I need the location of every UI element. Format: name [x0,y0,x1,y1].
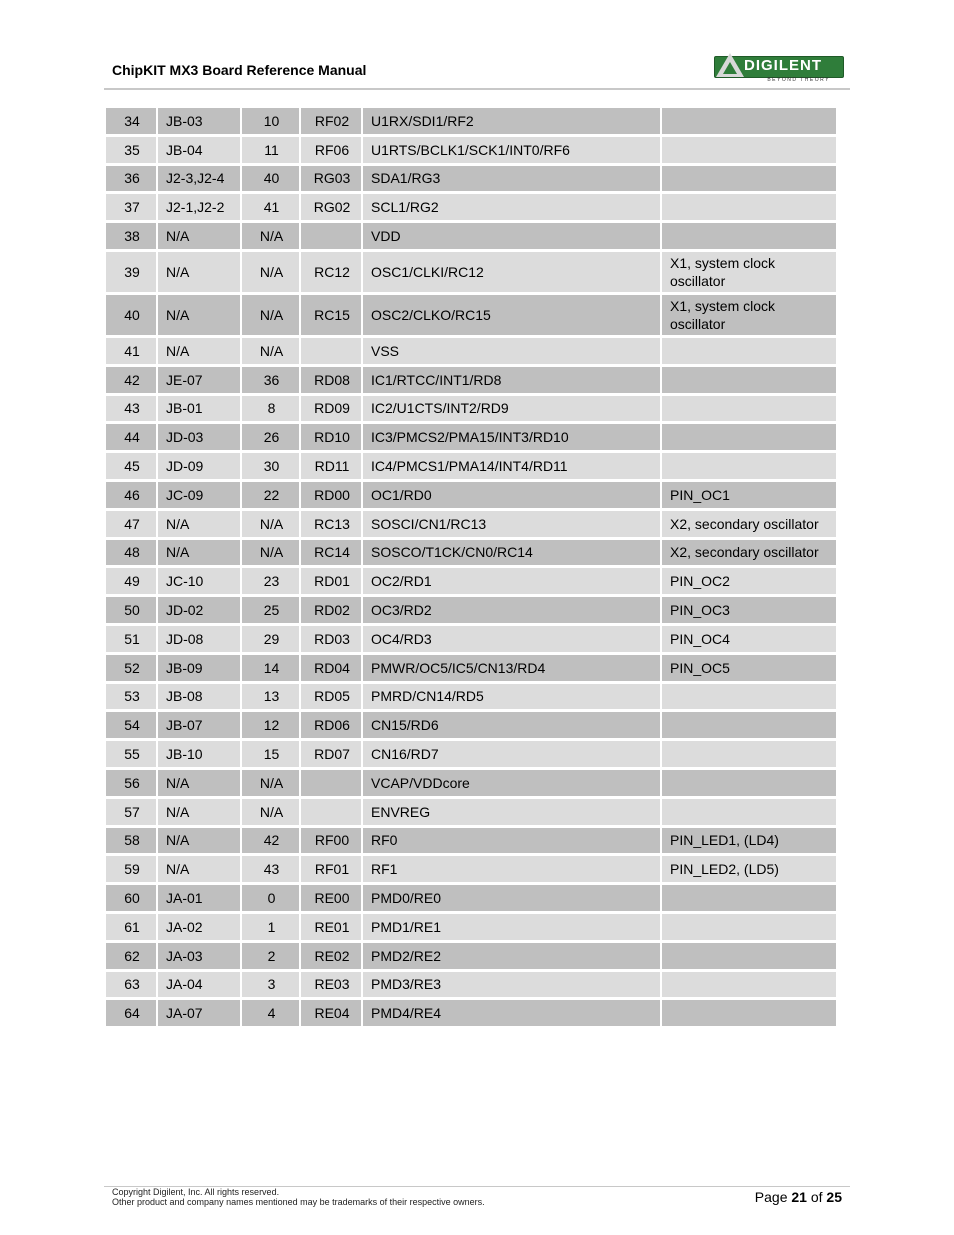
pin-number-cell: 43 [106,396,156,425]
table-row [106,166,836,195]
connector-cell: JB-07 [158,712,240,741]
table-row [106,1000,836,1029]
port-bit-cell: RD10 [301,424,361,453]
notes-cell [662,453,836,482]
connector-cell: JA-04 [158,972,240,1001]
port-bit-cell [301,799,361,828]
logo-tagline: BEYOND THEORY [767,77,830,83]
pin-number-cell: 34 [106,108,156,137]
notes-cell: PIN_OC5 [662,655,836,684]
notes-cell [662,684,836,713]
notes-cell [662,943,836,972]
connector-cell: JD-03 [158,424,240,453]
port-bit-cell: RE02 [301,943,361,972]
pin-number-cell: 50 [106,597,156,626]
table-row [106,885,836,914]
port-bit-cell [301,338,361,367]
connector-cell: JB-01 [158,396,240,425]
connector-cell: JD-02 [158,597,240,626]
notes-cell: PIN_LED1, (LD4) [662,828,836,857]
chipkit-pin-cell: 12 [242,712,299,741]
connector-cell: JD-09 [158,453,240,482]
signal-name-cell: IC4/PMCS1/PMA14/INT4/RD11 [363,453,660,482]
table-row [106,540,836,569]
page-header [104,52,850,90]
connector-cell: JC-10 [158,568,240,597]
signal-name-cell: OC2/RD1 [363,568,660,597]
chipkit-pin-cell: N/A [242,223,299,252]
table-row [106,684,836,713]
port-bit-cell: RC15 [301,295,361,338]
page-prefix: Page [754,1189,788,1205]
table-row [106,597,836,626]
notes-cell [662,972,836,1001]
port-bit-cell: RE00 [301,885,361,914]
chipkit-pin-cell: 25 [242,597,299,626]
table-row [106,568,836,597]
page-number [755,1189,842,1205]
connector-cell: J2-1,J2-2 [158,194,240,223]
table-row [106,828,836,857]
signal-name-cell: U1RX/SDI1/RF2 [363,108,660,137]
port-bit-cell: RD03 [301,626,361,655]
chipkit-pin-cell: 26 [242,424,299,453]
notes-cell [662,712,836,741]
chipkit-pin-cell: N/A [242,252,299,295]
notes-cell [662,166,836,195]
table-row [106,655,836,684]
pin-number-cell: 53 [106,684,156,713]
port-bit-cell: RE01 [301,914,361,943]
notes-cell: PIN_OC3 [662,597,836,626]
connector-cell: JB-09 [158,655,240,684]
pin-number-cell: 41 [106,338,156,367]
notes-cell [662,194,836,223]
chipkit-pin-cell: 30 [242,453,299,482]
chipkit-pin-cell: N/A [242,511,299,540]
signal-name-cell: SCL1/RG2 [363,194,660,223]
port-bit-cell: RC12 [301,252,361,295]
signal-name-cell: SDA1/RG3 [363,166,660,195]
pin-number-cell: 58 [106,828,156,857]
notes-cell: X2, secondary oscillator [662,511,836,540]
signal-name-cell: PMWR/OC5/IC5/CN13/RD4 [363,655,660,684]
connector-cell: JA-07 [158,1000,240,1029]
connector-cell: JE-07 [158,367,240,396]
page-of: of [810,1189,823,1205]
logo-wordmark: DIGILENT [744,57,822,74]
notes-cell: X2, secondary oscillator [662,540,836,569]
pin-number-cell: 45 [106,453,156,482]
notes-cell: PIN_LED2, (LD5) [662,856,836,885]
signal-name-cell: VSS [363,338,660,367]
pin-number-cell: 37 [106,194,156,223]
table-row [106,194,836,223]
connector-cell: JB-04 [158,137,240,166]
page-current: 21 [791,1189,807,1205]
signal-name-cell: VCAP/VDDcore [363,770,660,799]
table-row [106,856,836,885]
notes-cell [662,338,836,367]
notes-cell: PIN_OC4 [662,626,836,655]
chipkit-pin-cell: 3 [242,972,299,1001]
notes-cell [662,770,836,799]
signal-name-cell: U1RTS/BCLK1/SCK1/INT0/RF6 [363,137,660,166]
chipkit-pin-cell: N/A [242,540,299,569]
signal-name-cell: IC1/RTCC/INT1/RD8 [363,367,660,396]
notes-cell [662,741,836,770]
connector-cell: JA-03 [158,943,240,972]
chipkit-pin-cell: 10 [242,108,299,137]
notes-cell [662,885,836,914]
pin-number-cell: 40 [106,295,156,338]
pin-number-cell: 64 [106,1000,156,1029]
chipkit-pin-cell: 1 [242,914,299,943]
table-row [106,223,836,252]
signal-name-cell: PMD0/RE0 [363,885,660,914]
connector-cell: JD-08 [158,626,240,655]
connector-cell: N/A [158,799,240,828]
connector-cell: JC-09 [158,482,240,511]
signal-name-cell: PMD1/RE1 [363,914,660,943]
connector-cell: N/A [158,828,240,857]
notes-cell [662,367,836,396]
notes-cell: X1, system clock oscillator [662,252,836,295]
chipkit-pin-cell: 15 [242,741,299,770]
connector-cell: J2-3,J2-4 [158,166,240,195]
pin-number-cell: 44 [106,424,156,453]
table-row [106,338,836,367]
page-total: 25 [826,1189,842,1205]
page-footer [104,1186,850,1213]
notes-cell [662,137,836,166]
connector-cell: N/A [158,540,240,569]
notes-cell [662,108,836,137]
table-row [106,137,836,166]
chipkit-pin-cell: 13 [242,684,299,713]
signal-name-cell: ENVREG [363,799,660,828]
pin-number-cell: 63 [106,972,156,1001]
signal-name-cell: OSC1/CLKI/RC12 [363,252,660,295]
signal-name-cell: CN16/RD7 [363,741,660,770]
signal-name-cell: RF0 [363,828,660,857]
signal-name-cell: VDD [363,223,660,252]
pin-number-cell: 60 [106,885,156,914]
chipkit-pin-cell: 22 [242,482,299,511]
signal-name-cell: OC3/RD2 [363,597,660,626]
chipkit-pin-cell: 4 [242,1000,299,1029]
chipkit-pin-cell: N/A [242,338,299,367]
copyright-line: Copyright Digilent, Inc. All rights reserved. [112,1187,280,1197]
pin-number-cell: 48 [106,540,156,569]
connector-cell: N/A [158,252,240,295]
port-bit-cell: RD09 [301,396,361,425]
pin-number-cell: 39 [106,252,156,295]
signal-name-cell: SOSCO/T1CK/CN0/RC14 [363,540,660,569]
chipkit-pin-cell: N/A [242,770,299,799]
pin-number-cell: 57 [106,799,156,828]
port-bit-cell: RF01 [301,856,361,885]
connector-cell: N/A [158,338,240,367]
port-bit-cell: RD05 [301,684,361,713]
port-bit-cell: RF02 [301,108,361,137]
notes-cell [662,1000,836,1029]
chipkit-pin-cell: 42 [242,828,299,857]
chipkit-pin-cell: 2 [242,943,299,972]
pin-number-cell: 49 [106,568,156,597]
table-row [106,712,836,741]
logo-triangle-inner-icon [723,62,737,74]
connector-cell: JA-01 [158,885,240,914]
notes-cell [662,396,836,425]
signal-name-cell: SOSCI/CN1/RC13 [363,511,660,540]
connector-cell: JB-08 [158,684,240,713]
port-bit-cell [301,223,361,252]
port-bit-cell: RD01 [301,568,361,597]
table-row [106,914,836,943]
connector-cell: N/A [158,223,240,252]
connector-cell: N/A [158,770,240,799]
chipkit-pin-cell: 8 [242,396,299,425]
pin-number-cell: 42 [106,367,156,396]
signal-name-cell: RF1 [363,856,660,885]
signal-name-cell: PMD3/RE3 [363,972,660,1001]
table-row [106,972,836,1001]
signal-name-cell: OC4/RD3 [363,626,660,655]
chipkit-pin-cell: N/A [242,295,299,338]
chipkit-pin-cell: 29 [242,626,299,655]
signal-name-cell: IC2/U1CTS/INT2/RD9 [363,396,660,425]
notes-cell [662,223,836,252]
pin-number-cell: 35 [106,137,156,166]
pinout-table-body [106,108,836,1029]
pin-number-cell: 56 [106,770,156,799]
port-bit-cell: RG02 [301,194,361,223]
table-row [106,108,836,137]
chipkit-pin-cell: 0 [242,885,299,914]
port-bit-cell [301,770,361,799]
signal-name-cell: OSC2/CLKO/RC15 [363,295,660,338]
connector-cell: JA-02 [158,914,240,943]
port-bit-cell: RC13 [301,511,361,540]
port-bit-cell: RE03 [301,972,361,1001]
port-bit-cell: RF00 [301,828,361,857]
table-row [106,482,836,511]
port-bit-cell: RD08 [301,367,361,396]
chipkit-pin-cell: 11 [242,137,299,166]
table-row [106,252,836,295]
notes-cell [662,799,836,828]
connector-cell: N/A [158,511,240,540]
pinout-table [104,108,838,1029]
chipkit-pin-cell: 40 [242,166,299,195]
chipkit-pin-cell: 43 [242,856,299,885]
chipkit-pin-cell: 14 [242,655,299,684]
table-row [106,799,836,828]
pin-number-cell: 51 [106,626,156,655]
table-row [106,741,836,770]
port-bit-cell: RD06 [301,712,361,741]
chipkit-pin-cell: N/A [242,799,299,828]
port-bit-cell: RF06 [301,137,361,166]
pin-number-cell: 61 [106,914,156,943]
connector-cell: JB-03 [158,108,240,137]
port-bit-cell: RG03 [301,166,361,195]
trademark-line: Other product and company names mentioned may be trademarks of their respective owners. [112,1197,485,1207]
signal-name-cell: PMD4/RE4 [363,1000,660,1029]
signal-name-cell: PMRD/CN14/RD5 [363,684,660,713]
table-row [106,396,836,425]
pin-number-cell: 46 [106,482,156,511]
signal-name-cell: OC1/RD0 [363,482,660,511]
pin-number-cell: 59 [106,856,156,885]
port-bit-cell: RD07 [301,741,361,770]
pin-number-cell: 55 [106,741,156,770]
connector-cell: N/A [158,295,240,338]
connector-cell: N/A [158,856,240,885]
pin-number-cell: 47 [106,511,156,540]
chipkit-pin-cell: 23 [242,568,299,597]
notes-cell [662,424,836,453]
table-row [106,943,836,972]
port-bit-cell: RD02 [301,597,361,626]
signal-name-cell: PMD2/RE2 [363,943,660,972]
notes-cell: X1, system clock oscillator [662,295,836,338]
document-title: ChipKIT MX3 Board Reference Manual [112,62,367,78]
pin-number-cell: 36 [106,166,156,195]
signal-name-cell: CN15/RD6 [363,712,660,741]
digilent-logo [714,56,842,84]
port-bit-cell: RC14 [301,540,361,569]
chipkit-pin-cell: 36 [242,367,299,396]
pin-number-cell: 62 [106,943,156,972]
notes-cell: PIN_OC1 [662,482,836,511]
table-row [106,511,836,540]
port-bit-cell: RD04 [301,655,361,684]
pin-number-cell: 38 [106,223,156,252]
connector-cell: JB-10 [158,741,240,770]
table-row [106,770,836,799]
copyright-notice [112,1187,485,1207]
table-row [106,367,836,396]
signal-name-cell: IC3/PMCS2/PMA15/INT3/RD10 [363,424,660,453]
notes-cell: PIN_OC2 [662,568,836,597]
port-bit-cell: RD11 [301,453,361,482]
port-bit-cell: RE04 [301,1000,361,1029]
notes-cell [662,914,836,943]
table-row [106,626,836,655]
table-row [106,295,836,338]
pin-number-cell: 54 [106,712,156,741]
table-row [106,453,836,482]
port-bit-cell: RD00 [301,482,361,511]
table-row [106,424,836,453]
chipkit-pin-cell: 41 [242,194,299,223]
pin-number-cell: 52 [106,655,156,684]
